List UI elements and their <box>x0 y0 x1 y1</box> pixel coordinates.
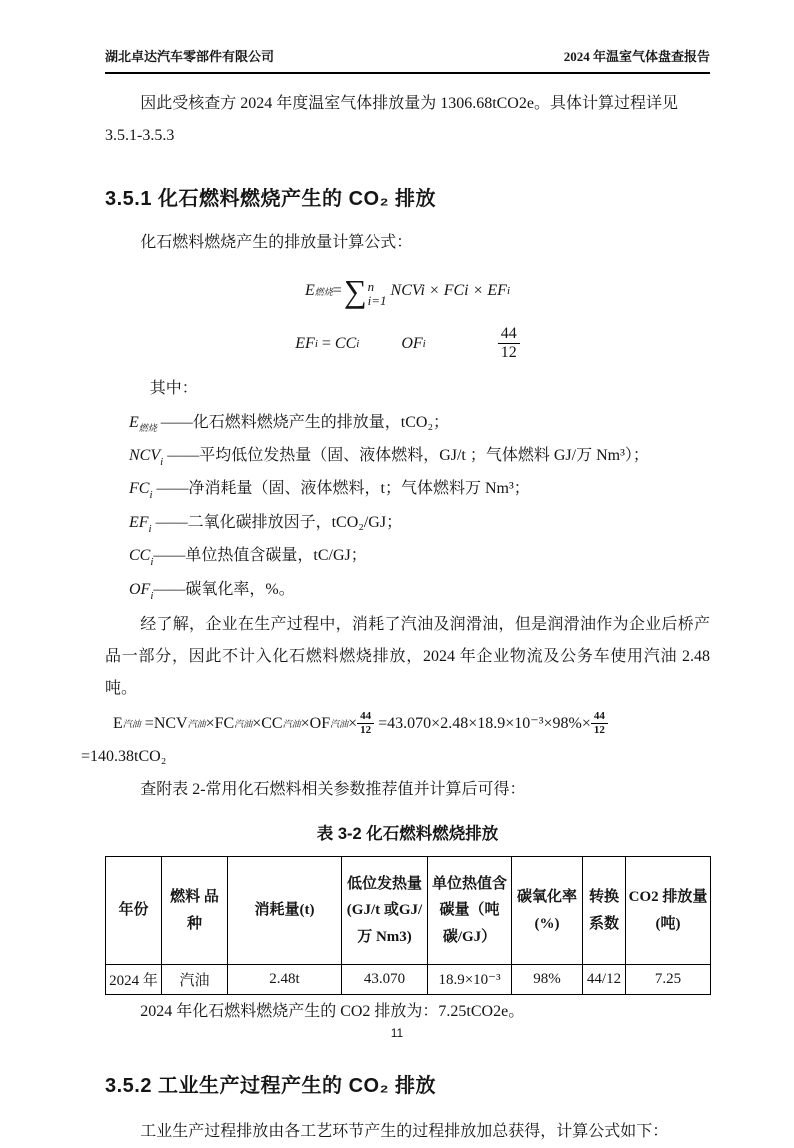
ef-formula-eq: = <box>317 334 335 352</box>
header-ncv: 低位发热量 (GJ/t 或GJ/ 万 Nm3) <box>342 857 428 965</box>
definition-item-cc: $CC_i——$单位热值含碳量，tC/GJ； <box>129 547 367 569</box>
ef-formula-lhs-sub: i <box>314 337 318 350</box>
section-351-heading: 3.5.1 化石燃料燃烧产生的 CO₂ 排放 <box>105 188 437 210</box>
intro-line2: 3.5.1-3.5.3 <box>105 127 175 144</box>
cell-carbon-content: 18.9×10⁻³ <box>428 965 512 995</box>
gasoline-equation <box>81 709 710 772</box>
ef-formula-of-sub: i <box>422 337 426 350</box>
cell-consumption: 2.48t <box>228 965 342 995</box>
ef-formula-cc-sub: i <box>356 337 360 350</box>
gasoline-fraction-1: $\frac{44}{12}$ <box>357 710 374 736</box>
fuel-emission-table <box>105 856 711 995</box>
ef-formula-cc: CC <box>334 334 357 352</box>
section-352-heading: 3.5.2 工业生产过程产生的 CO₂ 排放 <box>105 1075 437 1098</box>
table-caption: 表 3-2 化石燃料燃烧排放 <box>316 825 499 844</box>
formula-intro-paragraph: 化石燃料燃烧产生的排放量计算公式： <box>140 234 413 251</box>
sum-formula-lhs-sub: 燃烧 <box>314 286 333 297</box>
learned-paragraph: 经了解，企业在生产过程中，消耗了汽油及润滑油，但是润滑油作为企业后桥产品一部分，因此不计入化石燃料燃烧排放，2024 年企业物流及公务车使用汽油 2.48 吨。 <box>105 616 710 698</box>
page-number: 11 <box>390 1026 404 1040</box>
sum-formula-rhs-sub: i <box>506 285 510 297</box>
table-header-row <box>106 857 711 965</box>
header-report-title: 2024 年温室气体盘查报告 <box>563 49 710 64</box>
header-conversion-factor: 转换 系数 <box>583 857 626 965</box>
sum-limit-top: n <box>367 279 375 295</box>
definition-item-e: $E_{燃烧}$ ——化石燃料燃烧产生的排放量，tCO₂； <box>129 413 450 433</box>
process-paragraph: 工业生产过程排放由各工艺环节产生的过程排放加总获得，计算公式如下： <box>140 1123 669 1141</box>
where-label: 其中： <box>149 379 198 397</box>
lookup-paragraph: 查附表 2-常用化石燃料相关参数推荐值并计算后可得： <box>140 781 526 799</box>
sum-formula-lhs: E <box>305 282 315 299</box>
ef-formula <box>105 325 710 363</box>
page-header <box>105 0 710 74</box>
definition-item-ef: $EF_i$ ——二氧化碳排放因子，tCO₂/GJ； <box>129 513 403 535</box>
header-co2-emission: CO2 排放量 (吨) <box>626 857 711 965</box>
sum-limit-bottom: i=1 <box>367 293 387 308</box>
cell-year: 2024 年 <box>106 965 162 995</box>
sum-formula-eq: = <box>332 282 342 299</box>
ef-formula-fraction <box>498 325 520 363</box>
cell-conversion-factor: 44/12 <box>583 965 626 995</box>
gasoline-equation-line1: E 汽油 =NCV 汽油 ×FC 汽油 ×CC 汽油 ×OF 汽油 × $\frac{44}{12}$ =43.070×2.48×18.9×10⁻³×98%× $\frac{44}{12}$ <box>105 709 710 739</box>
definitions-list <box>105 407 710 608</box>
cell-oxidation-rate: 98% <box>512 965 583 995</box>
header-company: 湖北卓达汽车零部件有限公司 <box>105 49 275 64</box>
definition-item-of: $OF_i——$碳氧化率，%。 <box>129 580 295 602</box>
sum-limits <box>368 280 387 307</box>
ef-formula-lhs: EF <box>295 334 315 352</box>
gasoline-equation-line2: =140.38tCO₂ <box>81 747 167 765</box>
cell-ncv: 43.070 <box>342 965 428 995</box>
sum-formula <box>105 275 710 307</box>
intro-paragraph <box>105 88 710 152</box>
fraction-denominator: 12 <box>500 344 517 362</box>
ef-formula-of: OF <box>401 334 423 352</box>
definition-item-fc: $FC_i$ ——净消耗量（固、液体燃料，t；气体燃料万 Nm³； <box>129 480 530 502</box>
table-data-row <box>106 965 711 995</box>
fraction-numerator: 44 <box>498 325 520 344</box>
sigma-symbol: ∑ <box>343 273 367 309</box>
header-consumption: 消耗量(t) <box>228 857 342 965</box>
cell-fuel-type: 汽油 <box>162 965 228 995</box>
header-year: 年份 <box>106 857 162 965</box>
sum-formula-rhs: NCVi × FCi × EF <box>386 282 507 299</box>
definition-item-ncv: $NCV_i$ ——平均低位发热量（固、液体燃料，GJ/t ；气体燃料 GJ/万 Nm³）； <box>129 446 649 468</box>
header-oxidation-rate: 碳氧化率 (%) <box>512 857 583 965</box>
header-fuel-type: 燃料 品种 <box>162 857 228 965</box>
post-table-paragraph: 2024 年化石燃料燃烧产生的 CO2 排放为：7.25tCO2e。 <box>140 1003 525 1021</box>
intro-line1: 因此受核查方 2024 年度温室气体排放量为 1306.68tCO2e。具体计算过程详见 <box>140 95 678 112</box>
cell-co2-emission: 7.25 <box>626 965 711 995</box>
header-carbon-content: 单位热值含碳量（吨碳/GJ） <box>428 857 512 965</box>
gasoline-fraction-2: $\frac{44}{12}$ <box>591 710 608 736</box>
